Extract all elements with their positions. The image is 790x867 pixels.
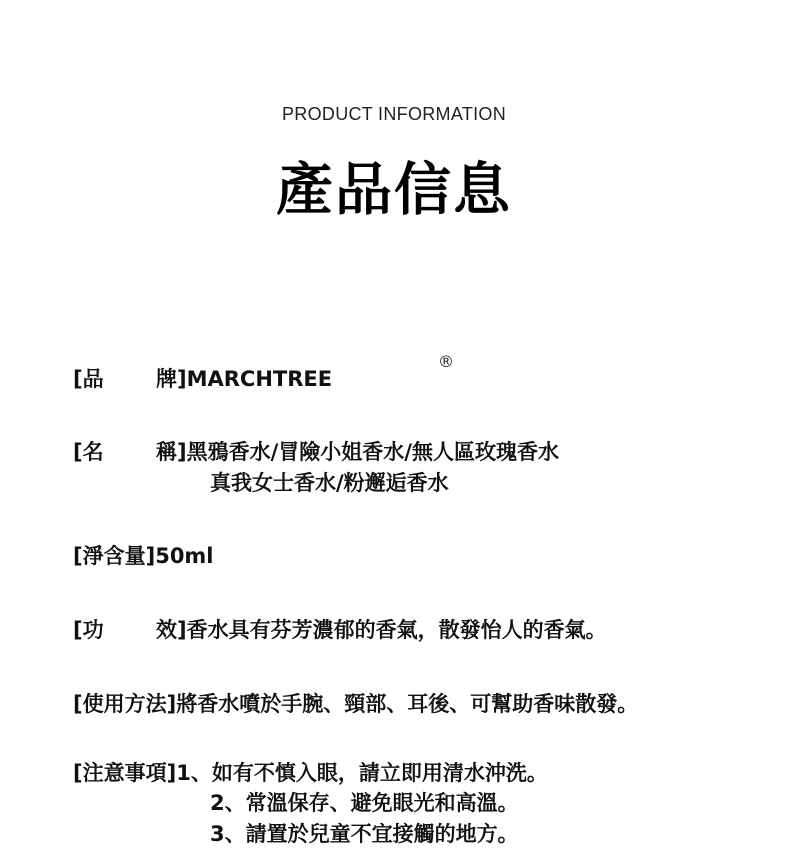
effect-label-end: 效] [156, 618, 187, 642]
brand-value: MARCHTREE [186, 367, 333, 391]
name-label-start: [名 [73, 440, 104, 464]
brand-label-start: [品 [73, 367, 104, 391]
page-title: 產品信息 [276, 157, 512, 223]
usage-label: [使用方法] [73, 692, 177, 716]
name-row [73, 437, 559, 467]
brand-row [73, 364, 332, 394]
notes-item-1: 1、如有不慎入眼，請立即用清水沖洗。 [176, 761, 548, 785]
brand-label-end: 牌] [156, 367, 187, 391]
name-value-line1: 黑鴉香水/冒險小姐香水/無人區玫瑰香水 [186, 440, 559, 464]
effect-row [73, 615, 607, 645]
volume-row [73, 541, 214, 571]
product-info-subtitle: PRODUCT INFORMATION [281, 104, 507, 124]
notes-row [73, 758, 548, 788]
usage-value: 將香水噴於手腕、頸部、耳後、可幫助香味散發。 [176, 692, 639, 716]
notes-item-2: 2、常溫保存、避免眼光和高溫。 [210, 791, 519, 815]
notes-item-3: 3、請置於兒童不宜接觸的地方。 [210, 822, 519, 846]
effect-label-start: [功 [73, 618, 104, 642]
notes-label: [注意事項] [73, 761, 177, 785]
registered-trademark-mark: ® [438, 352, 454, 371]
volume-label: [淨含量] [73, 544, 156, 568]
name-label-end: 稱] [156, 440, 187, 464]
effect-value: 香水具有芬芳濃郁的香氣，散發怡人的香氣。 [186, 618, 607, 642]
name-value-line2: 真我女士香水/粉邂逅香水 [210, 471, 449, 495]
volume-value: 50ml [155, 544, 214, 568]
usage-row [73, 689, 638, 719]
